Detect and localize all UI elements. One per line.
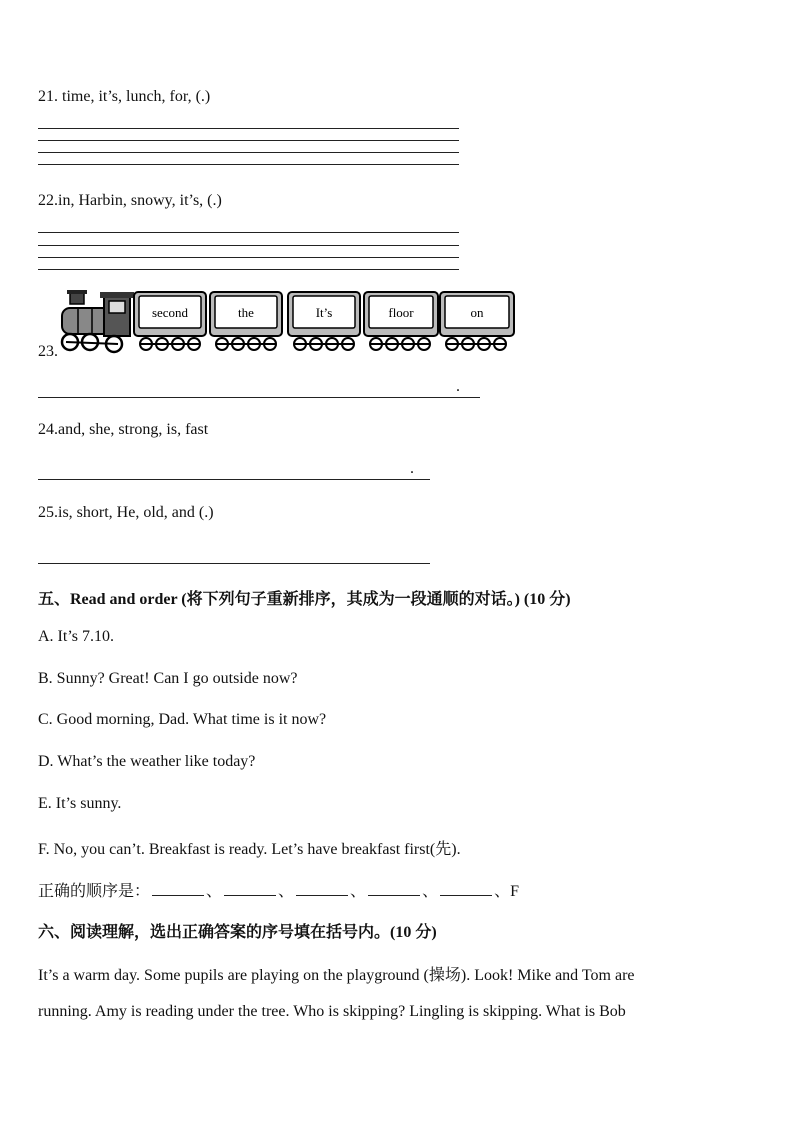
option-c: C. Good morning, Dad. What time is it now? [38, 711, 327, 728]
end-period: . [456, 378, 460, 395]
order-label: 正确的顺序是： [38, 883, 151, 900]
separator: 、 [494, 883, 511, 900]
locomotive-icon [62, 290, 134, 352]
question-text: is, short, He, old, and (.) [58, 504, 214, 521]
answer-line[interactable] [38, 245, 459, 246]
answer-line[interactable] [38, 257, 459, 258]
order-blank[interactable] [296, 881, 348, 896]
train-word: the [238, 305, 254, 320]
answer-line[interactable] [38, 152, 459, 153]
question-number: 25. [38, 504, 58, 521]
train-word: floor [388, 305, 414, 320]
order-blank[interactable] [224, 881, 276, 896]
train-word: second [151, 305, 189, 320]
question-25 [38, 504, 214, 522]
order-blank[interactable] [440, 881, 492, 896]
question-text: in, Harbin, snowy, it’s, (.) [58, 192, 222, 209]
question-number: 22. [38, 192, 58, 209]
answer-line[interactable] [38, 128, 459, 129]
option-a: A. It’s 7.10. [38, 628, 114, 645]
separator: 、 [206, 883, 223, 900]
question-text: time, it’s, lunch, for, (.) [58, 88, 211, 105]
train-word: on [470, 305, 484, 320]
question-number: 21. [38, 88, 58, 105]
end-period: . [410, 460, 414, 477]
train-car [288, 292, 360, 350]
section-6-title: 六、阅读理解，选出正确答案的序号填在括号内。(10 分) [38, 924, 437, 941]
question-22 [38, 192, 222, 210]
order-blank[interactable] [152, 881, 204, 896]
answer-line[interactable] [38, 164, 459, 165]
answer-line[interactable] [38, 232, 459, 233]
answer-line[interactable] [38, 479, 430, 480]
separator: 、 [422, 883, 439, 900]
question-23-number: 23. [38, 343, 58, 360]
question-24 [38, 421, 208, 439]
option-d: D. What’s the weather like today? [38, 753, 256, 770]
question-21 [38, 88, 210, 106]
train-car [364, 292, 438, 350]
train-illustration [58, 288, 520, 356]
train-car [134, 292, 206, 350]
answer-line[interactable] [38, 563, 430, 564]
answer-line[interactable] [38, 397, 480, 398]
answer-line[interactable] [38, 140, 459, 141]
option-e: E. It’s sunny. [38, 795, 122, 812]
option-f: F. No, you can’t. Breakfast is ready. Let’s have breakfast first(先). [38, 841, 461, 858]
question-number: 24. [38, 421, 58, 438]
section-5-title: 五、Read and order (将下列句子重新排序，其成为一段通顺的对话。) (10 分) [38, 591, 571, 608]
separator: 、 [350, 883, 367, 900]
train-car [440, 292, 514, 350]
train-car [210, 292, 282, 350]
reading-line: It’s a warm day. Some pupils are playing on the playground (操场). Look! Mike and Tom are [38, 967, 635, 984]
order-blank[interactable] [368, 881, 420, 896]
order-answer-row [38, 878, 519, 901]
option-b: B. Sunny? Great! Can I go outside now? [38, 670, 298, 687]
order-last: F [510, 883, 519, 900]
question-text: and, she, strong, is, fast [58, 421, 209, 438]
answer-line[interactable] [38, 269, 459, 270]
separator: 、 [278, 883, 295, 900]
train-word: It’s [315, 305, 333, 320]
reading-line: running. Amy is reading under the tree. Who is skipping? Lingling is skipping. What is Bob [38, 1003, 626, 1020]
